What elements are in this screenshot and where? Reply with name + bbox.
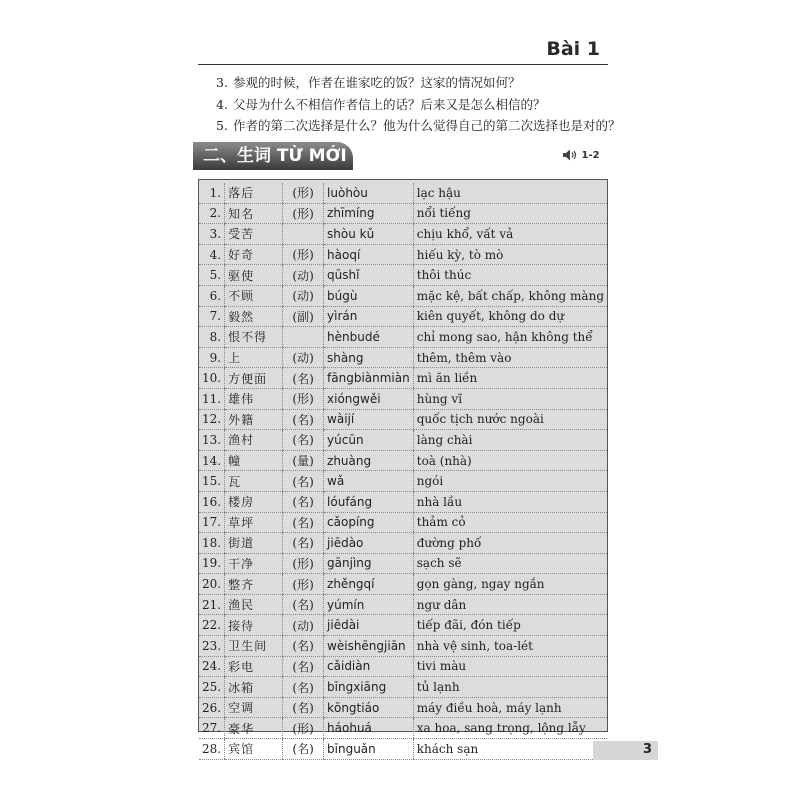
vocabulary-table: [199, 183, 607, 760]
question-item: [216, 72, 616, 94]
vocab-pinyin: hàoqí: [324, 244, 414, 265]
vocab-row: [199, 553, 607, 574]
vocab-number: 11.: [199, 388, 225, 409]
vocab-meaning: thảm cỏ: [413, 512, 607, 533]
vocab-meaning: nổi tiếng: [413, 203, 607, 224]
vocab-pinyin: wǎ: [324, 471, 414, 492]
vocab-meaning: chỉ mong sao, hận không thể: [413, 327, 607, 348]
vocab-part-of-speech: (名): [283, 677, 324, 698]
vocab-pinyin: bīngxiāng: [324, 677, 414, 698]
vocab-number: 24.: [199, 656, 225, 677]
vocab-row: [199, 265, 607, 286]
vocab-row: [199, 697, 607, 718]
vocab-number: 26.: [199, 697, 225, 718]
vocab-word: 彩电: [225, 656, 283, 677]
header-rule: [198, 64, 608, 65]
vocab-pinyin: xióngwěi: [324, 388, 414, 409]
vocab-word: 渔民: [225, 594, 283, 615]
vocab-meaning: khách sạn: [413, 739, 607, 760]
vocab-number: 1.: [199, 183, 225, 203]
speaker-icon[interactable]: [562, 150, 581, 161]
vocab-number: 16.: [199, 491, 225, 512]
vocab-part-of-speech: (形): [283, 183, 324, 203]
vocab-number: 12.: [199, 409, 225, 430]
question-item: [216, 94, 616, 116]
vocab-part-of-speech: (名): [283, 594, 324, 615]
vocab-pinyin: zhuàng: [324, 450, 414, 471]
vocab-meaning: máy điều hoà, máy lạnh: [413, 697, 607, 718]
vocab-meaning: làng chài: [413, 430, 607, 451]
vocab-number: 21.: [199, 594, 225, 615]
vocab-meaning: nhà vệ sinh, toa-lét: [413, 636, 607, 657]
vocab-number: 19.: [199, 553, 225, 574]
vocab-part-of-speech: (名): [283, 368, 324, 389]
vocab-row: [199, 430, 607, 451]
vocab-part-of-speech: (名): [283, 739, 324, 760]
vocab-pinyin: kōngtiáo: [324, 697, 414, 718]
vocab-row: [199, 739, 607, 760]
vocab-number: 3.: [199, 224, 225, 245]
vocab-pinyin: jiēdào: [324, 533, 414, 554]
vocab-part-of-speech: (名): [283, 636, 324, 657]
vocab-word: 卫生间: [225, 636, 283, 657]
question-text: 父母为什么不相信作者信上的话？后来又是怎么相信的？: [233, 96, 546, 112]
vocab-number: 6.: [199, 285, 225, 306]
vocab-pinyin: búgù: [324, 285, 414, 306]
vocab-part-of-speech: (形): [283, 574, 324, 595]
vocab-row: [199, 718, 607, 739]
vocab-part-of-speech: (名): [283, 697, 324, 718]
vocab-number: 2.: [199, 203, 225, 224]
vocab-pinyin: yìrán: [324, 306, 414, 327]
vocab-number: 23.: [199, 636, 225, 657]
vocab-row: [199, 512, 607, 533]
vocab-pinyin: wèishēngjiān: [324, 636, 414, 657]
vocab-number: 8.: [199, 327, 225, 348]
vocab-meaning: quốc tịch nước ngoài: [413, 409, 607, 430]
vocab-number: 20.: [199, 574, 225, 595]
review-questions: [216, 72, 621, 137]
vocab-part-of-speech: (量): [283, 450, 324, 471]
vocab-part-of-speech: (形): [283, 203, 324, 224]
audio-track-label: 1-2: [581, 150, 600, 161]
vocab-pinyin: cǎopíng: [324, 512, 414, 533]
vocab-meaning: tủ lạnh: [413, 677, 607, 698]
vocab-meaning: mặc kệ, bất chấp, không màng: [413, 285, 607, 306]
vocab-row: [199, 450, 607, 471]
vocab-part-of-speech: (形): [283, 388, 324, 409]
vocab-row: [199, 677, 607, 698]
vocab-word: 豪华: [225, 718, 283, 739]
vocab-number: 22.: [199, 615, 225, 636]
vocab-meaning: sạch sẽ: [413, 553, 607, 574]
vocab-word: 落后: [225, 183, 283, 203]
vocab-pinyin: cǎidiàn: [324, 656, 414, 677]
vocab-meaning: mì ăn liền: [413, 368, 607, 389]
vocab-number: 10.: [199, 368, 225, 389]
vocab-word: 冰箱: [225, 677, 283, 698]
vocab-pinyin: zhīmíng: [324, 203, 414, 224]
question-number: 5.: [216, 118, 228, 133]
vocab-pinyin: yúmín: [324, 594, 414, 615]
vocab-pinyin: gānjìng: [324, 553, 414, 574]
question-item: [216, 115, 621, 137]
lesson-label: Bài 1: [546, 38, 600, 60]
vocab-row: [199, 183, 607, 203]
vocabulary-table-frame: [198, 179, 608, 757]
vocab-number: 9.: [199, 347, 225, 368]
vocab-word: 幢: [225, 450, 283, 471]
section-title-cn: 二、生词: [203, 146, 271, 166]
vocab-number: 17.: [199, 512, 225, 533]
vocab-row: [199, 388, 607, 409]
question-text: 参观的时候，作者在谁家吃的饭？这家的情况如何？: [233, 75, 521, 90]
vocab-number: 14.: [199, 450, 225, 471]
vocab-row: [199, 491, 607, 512]
vocab-meaning: tivi màu: [413, 656, 607, 677]
vocab-pinyin: lóufáng: [324, 491, 414, 512]
vocab-row: [199, 574, 607, 595]
vocab-part-of-speech: (形): [283, 244, 324, 265]
vocab-pinyin: yúcūn: [324, 430, 414, 451]
vocab-part-of-speech: (名): [283, 656, 324, 677]
vocab-row: [199, 636, 607, 657]
vocab-word: 草坪: [225, 512, 283, 533]
vocab-row: [199, 656, 607, 677]
vocab-part-of-speech: (动): [283, 265, 324, 286]
vocab-pinyin: bīnguǎn: [324, 739, 414, 760]
audio-track[interactable]: [562, 148, 600, 162]
section-heading: [193, 142, 353, 170]
vocab-number: 18.: [199, 533, 225, 554]
vocab-word: 受苦: [225, 224, 283, 245]
question-number: 4.: [216, 96, 228, 112]
vocab-word: 瓦: [225, 471, 283, 492]
vocab-part-of-speech: (名): [283, 533, 324, 554]
vocab-part-of-speech: (动): [283, 285, 324, 306]
section-title-vn: TỪ MỚI: [276, 146, 347, 166]
vocab-pinyin: zhěngqí: [324, 574, 414, 595]
vocab-word: 宾馆: [225, 739, 283, 760]
vocab-row: [199, 327, 607, 348]
vocab-row: [199, 368, 607, 389]
vocab-number: 27.: [199, 718, 225, 739]
page-number-box: [593, 741, 658, 760]
vocab-pinyin: shòu kǔ: [324, 224, 414, 245]
vocab-word: 知名: [225, 203, 283, 224]
vocab-row: [199, 203, 607, 224]
vocab-meaning: gọn gàng, ngay ngắn: [413, 574, 607, 595]
vocab-part-of-speech: (副): [283, 306, 324, 327]
vocab-part-of-speech: [283, 327, 324, 348]
vocab-meaning: lạc hậu: [413, 183, 607, 203]
vocab-meaning: xa hoa, sang trọng, lộng lẫy: [413, 718, 607, 739]
vocab-part-of-speech: (动): [283, 615, 324, 636]
vocab-part-of-speech: (形): [283, 553, 324, 574]
vocab-word: 接待: [225, 615, 283, 636]
vocab-word: 整齐: [225, 574, 283, 595]
vocab-row: [199, 347, 607, 368]
vocab-number: 15.: [199, 471, 225, 492]
vocab-pinyin: wàijí: [324, 409, 414, 430]
vocab-meaning: kiên quyết, không do dự: [413, 306, 607, 327]
vocab-meaning: thêm, thêm vào: [413, 347, 607, 368]
vocab-word: 不顾: [225, 285, 283, 306]
vocab-pinyin: fāngbiànmiàn: [324, 368, 414, 389]
vocab-word: 渔村: [225, 430, 283, 451]
vocab-number: 25.: [199, 677, 225, 698]
vocab-row: [199, 224, 607, 245]
vocab-meaning: đường phố: [413, 533, 607, 554]
vocab-word: 干净: [225, 553, 283, 574]
vocab-meaning: tiếp đãi, đón tiếp: [413, 615, 607, 636]
question-text: 作者的第二次选择是什么？他为什么觉得自己的第二次选择也是对的？: [233, 118, 621, 133]
vocab-meaning: toà (nhà): [413, 450, 607, 471]
question-number: 3.: [216, 75, 228, 90]
vocab-part-of-speech: (名): [283, 430, 324, 451]
vocab-row: [199, 594, 607, 615]
vocab-part-of-speech: (名): [283, 471, 324, 492]
vocab-part-of-speech: (名): [283, 409, 324, 430]
vocab-number: 4.: [199, 244, 225, 265]
vocab-meaning: chịu khổ, vất vả: [413, 224, 607, 245]
vocab-pinyin: luòhòu: [324, 183, 414, 203]
vocab-row: [199, 409, 607, 430]
vocab-word: 驱使: [225, 265, 283, 286]
vocab-word: 恨不得: [225, 327, 283, 348]
vocab-part-of-speech: (形): [283, 718, 324, 739]
vocab-number: 7.: [199, 306, 225, 327]
vocab-row: [199, 306, 607, 327]
vocab-part-of-speech: (名): [283, 491, 324, 512]
vocab-meaning: thôi thúc: [413, 265, 607, 286]
vocab-meaning: ngư dân: [413, 594, 607, 615]
vocab-meaning: nhà lầu: [413, 491, 607, 512]
vocab-word: 外籍: [225, 409, 283, 430]
vocab-word: 雄伟: [225, 388, 283, 409]
vocab-part-of-speech: (动): [283, 347, 324, 368]
vocab-number: 13.: [199, 430, 225, 451]
vocab-word: 好奇: [225, 244, 283, 265]
vocab-row: [199, 471, 607, 492]
vocab-row: [199, 285, 607, 306]
vocab-pinyin: shàng: [324, 347, 414, 368]
vocab-meaning: hiếu kỳ, tò mò: [413, 244, 607, 265]
vocab-row: [199, 244, 607, 265]
page-number: 3: [642, 742, 652, 757]
vocab-number: 5.: [199, 265, 225, 286]
vocab-row: [199, 615, 607, 636]
vocab-pinyin: qūshǐ: [324, 265, 414, 286]
vocab-meaning: hùng vĩ: [413, 388, 607, 409]
vocab-word: 空调: [225, 697, 283, 718]
vocab-pinyin: jiēdài: [324, 615, 414, 636]
vocab-pinyin: hènbudé: [324, 327, 414, 348]
vocab-word: 楼房: [225, 491, 283, 512]
vocab-row: [199, 533, 607, 554]
vocab-part-of-speech: [283, 224, 324, 245]
vocab-number: 28.: [199, 739, 225, 760]
vocab-word: 街道: [225, 533, 283, 554]
vocab-word: 上: [225, 347, 283, 368]
vocab-pinyin: háohuá: [324, 718, 414, 739]
vocab-word: 方便面: [225, 368, 283, 389]
vocab-part-of-speech: (名): [283, 512, 324, 533]
vocab-word: 毅然: [225, 306, 283, 327]
vocab-meaning: ngói: [413, 471, 607, 492]
